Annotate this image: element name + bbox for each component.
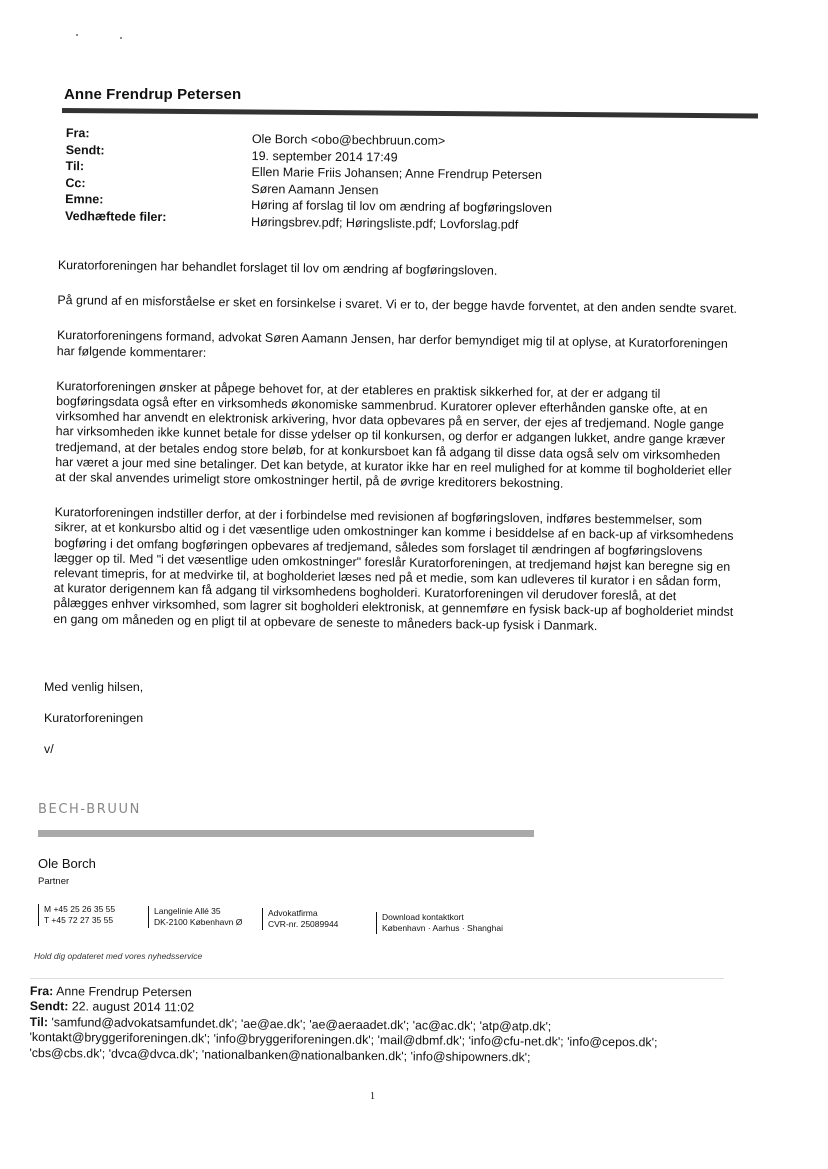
fwd-from-label: Fra: [29, 984, 54, 999]
header-rule [62, 108, 758, 118]
phone-mobile: M +45 25 26 35 55 [44, 904, 116, 914]
contact-phones [38, 904, 115, 926]
contact-address [148, 906, 242, 928]
meta-labels [65, 125, 266, 227]
logo-bar [38, 830, 534, 837]
page-number: 1 [370, 1091, 375, 1102]
meta-value-subject: Høring af forslag til lov om ændring af bogføringsloven [251, 198, 553, 216]
scan-speck [120, 37, 122, 39]
firm-line-1: Advokatfirma [268, 908, 318, 918]
signoff [44, 680, 143, 773]
meta-label-sent: Sendt: [65, 142, 105, 157]
body-paragraph-4: Kuratorforeningen ønsker at påpege behovet for, at der etableres en praktisk sikkerhed for, at der er adgang til bogføringsdata også efter en virksomheds økonomiske sammenbrud. Kuratorer oplever efterhånden ganske ofte, at en virksomhed har anvendt en elektronisk arkivering, hvor data opbevares på en server, der ejes af tredjemand. Nogle gange har virksomheden ikke kunnet betale for disse ydelser op til konkursen, og derfor er adgangen lukket, andre gange kræver tredjemand, at der betales endog store beløb, for at konkursboet kan få adgang til disse data også selv om virksomheden har været a jour med sine betalinger. Det kan betyde, at kurator ikke har en reel mulighed for at komme til bogholderiet eller at der skal anvendes urimeligt store omkostninger hertil, på de øvrige kreditorers bekostning. [55, 378, 732, 491]
fwd-to-label: Til: [29, 1014, 49, 1029]
phone-direct: T +45 72 27 35 55 [44, 914, 114, 925]
meta-values [251, 131, 553, 234]
signoff-greeting: Med venlig hilsen, [44, 680, 144, 694]
signature-name: Ole Borch [38, 856, 96, 871]
contact-firm [262, 908, 338, 930]
signoff-pp: v/ [44, 742, 54, 756]
meta-value-sent: 19. september 2014 17:49 [251, 148, 398, 165]
meta-value-from: Ole Borch <obo@bechbruun.com> [251, 131, 446, 148]
email-meta [64, 125, 756, 232]
meta-value-cc: Søren Aamann Jensen [251, 181, 379, 198]
meta-value-to: Ellen Marie Friis Johansen; Anne Frendrup Petersen [251, 165, 543, 183]
body-paragraph-1: Kuratorforeningen har behandlet forslaget til lov om ændring af bogføringsloven. [57, 258, 498, 278]
fwd-sent-label: Sendt: [29, 999, 69, 1014]
body-paragraph-5: Kuratorforeningen indstiller derfor, at der i forbindelse med revisionen af bogføringsloven, indføres bestemmelser, som sikrer, at et konkursbo altid og i det væsentlige uden omkostninger kan komme i besiddelse af en back-up af virksomhedens bogføring i det omfang bogføringen opbevares af tredjemand, således som forslaget til ændringen af bogføringslovens lægger op til. Med "i det væsentlige uden omkostninger" foreslår Kuratorforeningen, at tredjemand højst kan beregne sig en relevant timepris, for at medvirke til, at bogholderiet læses ned på et medie, som kan udleveres til kurator i en sådan form, at kurator derigennem kan få adgang til virksomhedens bogholderi. Kuratorforeningen vil derudover foreslå, at det pålægges enhver virksomhed, som lagrer sit bogholderi elektronisk, at gennemføre en fysisk back-up af bogholderiet mindst en gang om måneden og en pligt til at opbevare de seneste to måneders back-up fysisk i Danmark. [53, 505, 734, 633]
email-body [53, 258, 738, 650]
meta-label-subject: Emne: [65, 192, 104, 207]
company-logo: BECH-BRUUN [38, 802, 141, 817]
address-line-2: DK-2100 København Ø [154, 916, 243, 927]
signature-title: Partner [38, 876, 70, 887]
forwarded-header [29, 984, 740, 1067]
meta-value-attachments: Høringsbrev.pdf; Høringsliste.pdf; Lovforslag.pdf [250, 214, 519, 232]
firm-line-2: CVR-nr. 25089944 [268, 918, 339, 929]
office-locations: København · Aarhus · Shanghai [382, 922, 503, 933]
meta-label-from: Fra: [65, 125, 90, 141]
fwd-to-line-2: 'kontakt@bryggeriforeningen.dk'; 'info@bryggeriforeningen.dk'; 'mail@dbmf.dk'; 'info@cfu-net.dk'; 'info@cepos.dk'; [29, 1030, 658, 1050]
meta-label-to: Til: [65, 159, 85, 174]
scan-specks [70, 34, 130, 42]
scan-speck [76, 34, 78, 36]
meta-label-attachments: Vedhæftede filer: [64, 208, 167, 225]
meta-label-cc: Cc: [65, 175, 86, 190]
body-paragraph-3: Kuratorforeningens formand, advokat Søren Aamann Jensen, har derfor bemyndiget mig til at oplyse, at Kuratorforeningen har følgende kommentarer: [56, 328, 728, 360]
signoff-org: Kuratorforeningen [44, 711, 144, 725]
body-paragraph-2: På grund af en misforståelse er sket en forsinkelse i svaret. Vi er to, der begge havde forventet, at den anden sendte svaret. [57, 293, 738, 317]
newsletter-link[interactable]: Hold dig opdateret med vores nyhedsservice [34, 951, 203, 961]
email-owner-name: Anne Frendrup Petersen [64, 86, 242, 103]
contact-vcard[interactable] [376, 912, 503, 934]
fwd-from-value: Anne Frendrup Petersen [53, 984, 192, 1000]
signature-contact-row [38, 904, 558, 934]
fwd-to-line-3: 'cbs@cbs.dk'; 'dvca@dvca.dk'; 'nationalbanken@nationalbanken.dk'; 'info@shipowners.dk'; [29, 1045, 531, 1064]
fwd-sent-value: 22. august 2014 11:02 [68, 999, 195, 1015]
fwd-to-line-1: 'samfund@advokatsamfundet.dk'; 'ae@ae.dk'; 'ae@aeraadet.dk'; 'ac@ac.dk'; 'atp@atp.dk'; [47, 1014, 552, 1034]
address-line-1: Langelinie Allé 35 [154, 906, 221, 916]
forward-divider [30, 978, 724, 979]
vcard-link[interactable]: Download kontaktkort [382, 912, 464, 922]
